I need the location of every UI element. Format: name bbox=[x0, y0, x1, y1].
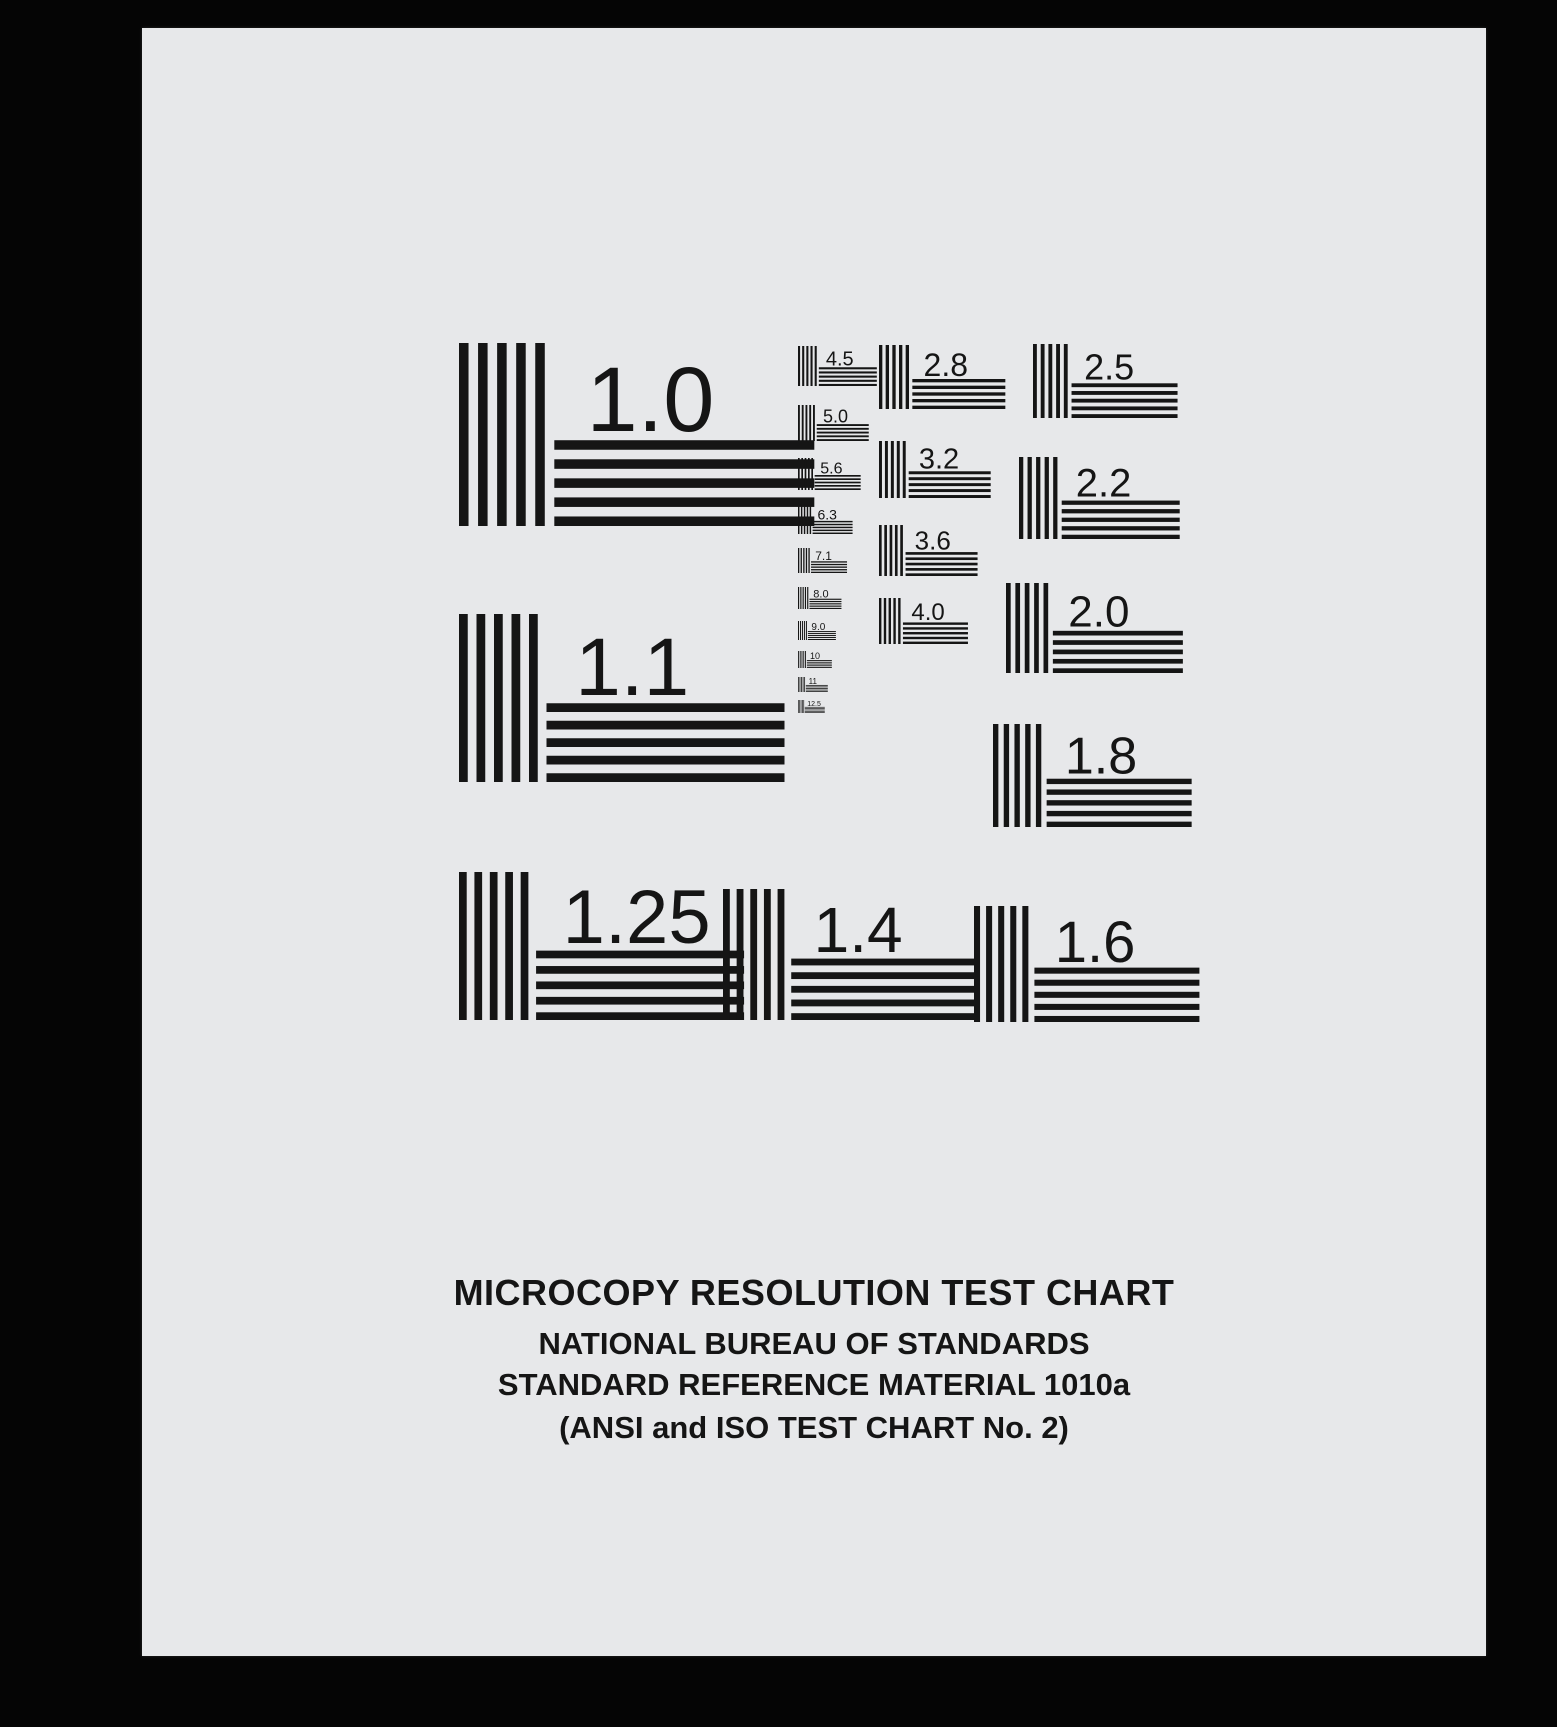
vertical-bar bbox=[1022, 906, 1028, 1022]
horizontal-bar bbox=[817, 435, 869, 437]
horizontal-bar bbox=[811, 564, 847, 565]
horizontal-bar bbox=[807, 665, 832, 666]
horizontal-bar bbox=[791, 972, 977, 979]
horizontal-bar bbox=[807, 664, 832, 665]
vertical-bar bbox=[804, 677, 805, 692]
horizontal-bar bbox=[809, 606, 841, 607]
horizontal-bar bbox=[1072, 391, 1178, 395]
target-label: 8.0 bbox=[813, 588, 829, 601]
chart-subtitle-bureau: NATIONAL BUREAU OF STANDARDS bbox=[538, 1326, 1090, 1361]
horizontal-bar bbox=[815, 488, 861, 490]
vertical-bar bbox=[806, 405, 808, 441]
vertical-bar bbox=[750, 889, 757, 1020]
vertical-bar bbox=[811, 458, 813, 490]
vertical-bar bbox=[1053, 457, 1057, 539]
vertical-bar bbox=[802, 346, 804, 386]
horizontal-bar bbox=[554, 478, 814, 488]
horizontal-bar bbox=[909, 495, 991, 498]
vertical-bar bbox=[804, 506, 805, 534]
vertical-bar bbox=[802, 700, 803, 713]
vertical-bar bbox=[813, 405, 815, 441]
vertical-bar bbox=[477, 614, 486, 782]
horizontal-bar bbox=[819, 384, 877, 386]
vertical-bar bbox=[723, 889, 730, 1020]
vertical-bar bbox=[906, 345, 909, 409]
vertical-bar bbox=[800, 621, 801, 640]
horizontal-bar bbox=[809, 601, 841, 602]
horizontal-bar bbox=[813, 530, 853, 531]
vertical-bar bbox=[884, 598, 886, 644]
vertical-bar bbox=[897, 441, 900, 498]
resolution-target bbox=[798, 587, 841, 609]
vertical-bar bbox=[879, 345, 882, 409]
target-label: 1.1 bbox=[575, 622, 690, 714]
vertical-bar bbox=[505, 872, 513, 1020]
horizontal-bar bbox=[805, 712, 825, 713]
vertical-bar bbox=[798, 346, 800, 386]
vertical-bar bbox=[998, 906, 1004, 1022]
resolution-target bbox=[798, 651, 832, 668]
horizontal-bar bbox=[554, 516, 814, 526]
vertical-bar bbox=[798, 506, 799, 534]
target-label: 5.0 bbox=[823, 406, 849, 427]
horizontal-bar bbox=[806, 691, 828, 692]
target-label: 1.4 bbox=[813, 894, 903, 967]
vertical-bar bbox=[1015, 583, 1020, 673]
chart-subtitle-ansi-iso: (ANSI and ISO TEST CHART No. 2) bbox=[559, 1410, 1069, 1445]
target-label: 5.6 bbox=[820, 460, 843, 478]
resolution-target bbox=[879, 525, 978, 576]
horizontal-bar bbox=[1053, 650, 1183, 655]
vertical-bar bbox=[890, 525, 893, 576]
vertical-bar bbox=[885, 441, 888, 498]
vertical-bar bbox=[803, 548, 804, 573]
target-label: 7.1 bbox=[815, 549, 832, 564]
vertical-bar bbox=[799, 700, 800, 713]
resolution-target bbox=[1019, 457, 1180, 539]
vertical-bar bbox=[993, 724, 998, 827]
vertical-bar bbox=[803, 651, 804, 668]
horizontal-bar bbox=[906, 557, 978, 560]
horizontal-bar bbox=[906, 568, 978, 571]
vertical-bar bbox=[809, 405, 811, 441]
horizontal-bar bbox=[912, 406, 1005, 409]
vertical-bar bbox=[1045, 457, 1049, 539]
horizontal-bar bbox=[808, 635, 836, 636]
resolution-target bbox=[993, 724, 1192, 827]
resolution-target bbox=[798, 700, 825, 713]
horizontal-bar bbox=[1034, 1016, 1199, 1022]
vertical-bar bbox=[802, 405, 804, 441]
resolution-target bbox=[798, 621, 836, 640]
vertical-bar bbox=[1034, 583, 1039, 673]
vertical-bar bbox=[798, 621, 799, 640]
horizontal-bar bbox=[1062, 535, 1180, 539]
horizontal-bar bbox=[547, 756, 785, 765]
horizontal-bar bbox=[1062, 518, 1180, 522]
vertical-bar bbox=[1033, 344, 1037, 418]
vertical-bar bbox=[806, 621, 807, 640]
horizontal-bar bbox=[554, 459, 814, 469]
vertical-bar bbox=[1004, 724, 1009, 827]
vertical-bar bbox=[808, 548, 809, 573]
horizontal-bar bbox=[819, 380, 877, 382]
resolution-target bbox=[974, 906, 1199, 1022]
vertical-bar bbox=[800, 587, 801, 609]
vertical-bar bbox=[974, 906, 980, 1022]
vertical-bar bbox=[895, 525, 898, 576]
horizontal-bar bbox=[806, 688, 828, 689]
horizontal-bar bbox=[906, 563, 978, 566]
vertical-bar bbox=[808, 458, 810, 490]
vertical-bar bbox=[801, 458, 803, 490]
horizontal-bar bbox=[791, 986, 977, 993]
horizontal-bar bbox=[791, 1013, 977, 1020]
vertical-bar bbox=[898, 598, 900, 644]
vertical-bar bbox=[1006, 583, 1011, 673]
resolution-target bbox=[798, 346, 877, 386]
vertical-bar bbox=[459, 614, 468, 782]
target-label: 2.8 bbox=[923, 346, 969, 383]
vertical-bar bbox=[512, 614, 521, 782]
horizontal-bar bbox=[811, 572, 847, 573]
vertical-bar bbox=[1048, 344, 1052, 418]
horizontal-bar bbox=[1047, 789, 1192, 794]
horizontal-bar bbox=[817, 428, 869, 430]
chart-title: MICROCOPY RESOLUTION TEST CHART bbox=[453, 1272, 1175, 1313]
vertical-bar bbox=[764, 889, 771, 1020]
vertical-bar bbox=[801, 548, 802, 573]
vertical-bar bbox=[798, 677, 799, 692]
target-label: 6.3 bbox=[817, 506, 837, 523]
horizontal-bar bbox=[554, 497, 814, 507]
vertical-bar bbox=[516, 343, 526, 526]
resolution-target bbox=[798, 405, 869, 441]
horizontal-bar bbox=[909, 483, 991, 486]
vertical-bar bbox=[889, 598, 891, 644]
horizontal-bar bbox=[536, 997, 744, 1005]
horizontal-bar bbox=[806, 690, 828, 691]
horizontal-bar bbox=[807, 667, 832, 668]
horizontal-bar bbox=[547, 773, 785, 782]
vertical-bar bbox=[879, 598, 881, 644]
vertical-bar bbox=[798, 405, 800, 441]
target-label: 9.0 bbox=[811, 622, 826, 634]
vertical-bar bbox=[521, 872, 529, 1020]
vertical-bar bbox=[891, 441, 894, 498]
horizontal-bar bbox=[909, 489, 991, 492]
horizontal-bar bbox=[912, 399, 1005, 402]
vertical-bar bbox=[798, 548, 799, 573]
resolution-target bbox=[459, 614, 785, 782]
vertical-bar bbox=[1036, 457, 1040, 539]
horizontal-bar bbox=[813, 527, 853, 528]
vertical-bar bbox=[886, 345, 889, 409]
horizontal-bar bbox=[819, 371, 877, 373]
vertical-bar bbox=[815, 346, 817, 386]
vertical-bar bbox=[805, 651, 806, 668]
vertical-bar bbox=[803, 677, 804, 692]
horizontal-bar bbox=[903, 627, 968, 629]
vertical-bar bbox=[802, 621, 803, 640]
target-label: 4.5 bbox=[825, 348, 854, 371]
horizontal-bar bbox=[809, 608, 841, 609]
vertical-bar bbox=[879, 441, 882, 498]
vertical-bar bbox=[490, 872, 498, 1020]
horizontal-bar bbox=[1047, 811, 1192, 816]
target-label: 1.0 bbox=[586, 349, 715, 452]
horizontal-bar bbox=[805, 710, 825, 711]
vertical-bar bbox=[800, 677, 801, 692]
horizontal-bar bbox=[808, 633, 836, 634]
resolution-target bbox=[879, 598, 968, 644]
vertical-bar bbox=[1041, 344, 1045, 418]
resolution-target bbox=[1006, 583, 1183, 673]
horizontal-bar bbox=[903, 637, 968, 639]
vertical-bar bbox=[778, 889, 785, 1020]
vertical-bar bbox=[800, 651, 801, 668]
horizontal-bar bbox=[813, 533, 853, 534]
horizontal-bar bbox=[807, 662, 832, 663]
vertical-bar bbox=[801, 700, 802, 713]
target-label: 10 bbox=[810, 651, 821, 662]
horizontal-bar bbox=[811, 569, 847, 570]
horizontal-bar bbox=[547, 721, 785, 730]
horizontal-bar bbox=[1072, 414, 1178, 418]
horizontal-bar bbox=[817, 432, 869, 434]
vertical-bar bbox=[899, 345, 902, 409]
horizontal-bar bbox=[815, 482, 861, 484]
resolution-target bbox=[723, 889, 977, 1020]
vertical-bar bbox=[1019, 457, 1023, 539]
resolution-target bbox=[459, 343, 814, 526]
vertical-bar bbox=[803, 700, 804, 713]
vertical-bar bbox=[804, 621, 805, 640]
vertical-bar bbox=[497, 343, 507, 526]
horizontal-bar bbox=[547, 738, 785, 747]
horizontal-bar bbox=[1053, 668, 1183, 673]
vertical-bar bbox=[478, 343, 488, 526]
chart-subtitle-material: STANDARD REFERENCE MATERIAL 1010a bbox=[497, 1367, 1131, 1402]
horizontal-bar bbox=[1053, 659, 1183, 664]
vertical-bar bbox=[893, 598, 895, 644]
vertical-bar bbox=[1056, 344, 1060, 418]
target-label: 2.2 bbox=[1075, 461, 1132, 506]
vertical-bar bbox=[459, 343, 469, 526]
target-label: 2.5 bbox=[1084, 346, 1135, 388]
vertical-bar bbox=[884, 525, 887, 576]
vertical-bar bbox=[801, 506, 802, 534]
horizontal-bar bbox=[819, 376, 877, 378]
horizontal-bar bbox=[805, 711, 825, 712]
vertical-bar bbox=[1028, 457, 1032, 539]
horizontal-bar bbox=[1034, 992, 1199, 998]
vertical-bar bbox=[1014, 724, 1019, 827]
horizontal-bar bbox=[536, 981, 744, 989]
vertical-bar bbox=[801, 677, 802, 692]
vertical-bar bbox=[805, 458, 807, 490]
vertical-bar bbox=[1010, 906, 1016, 1022]
target-label: 3.2 bbox=[918, 443, 960, 476]
vertical-bar bbox=[802, 651, 803, 668]
horizontal-bar bbox=[906, 573, 978, 576]
horizontal-bar bbox=[1034, 1004, 1199, 1010]
vertical-bar bbox=[811, 346, 813, 386]
horizontal-bar bbox=[811, 566, 847, 567]
target-label: 4.0 bbox=[911, 599, 945, 627]
vertical-bar bbox=[1044, 583, 1049, 673]
horizontal-bar bbox=[806, 687, 828, 688]
vertical-bar bbox=[474, 872, 482, 1020]
resolution-target bbox=[459, 872, 744, 1020]
horizontal-bar bbox=[1047, 822, 1192, 827]
horizontal-bar bbox=[815, 478, 861, 480]
resolution-target bbox=[798, 548, 847, 573]
horizontal-bar bbox=[805, 708, 825, 709]
horizontal-bar bbox=[912, 392, 1005, 395]
target-label: 3.6 bbox=[914, 525, 951, 556]
horizontal-bar bbox=[1047, 800, 1192, 805]
resolution-target bbox=[879, 441, 991, 498]
vertical-bar bbox=[798, 700, 799, 713]
vertical-bar bbox=[806, 548, 807, 573]
vertical-bar bbox=[892, 345, 895, 409]
vertical-bar bbox=[900, 525, 903, 576]
horizontal-bar bbox=[903, 642, 968, 644]
vertical-bar bbox=[986, 906, 992, 1022]
horizontal-bar bbox=[809, 603, 841, 604]
vertical-bar bbox=[1064, 344, 1068, 418]
horizontal-bar bbox=[536, 966, 744, 974]
vertical-bar bbox=[494, 614, 503, 782]
horizontal-bar bbox=[1034, 980, 1199, 986]
vertical-bar bbox=[1025, 724, 1030, 827]
target-label: 1.8 bbox=[1064, 727, 1138, 786]
resolution-target bbox=[798, 677, 828, 692]
horizontal-bar bbox=[1062, 509, 1180, 513]
vertical-bar bbox=[807, 506, 808, 534]
target-label: 1.25 bbox=[562, 875, 711, 961]
vertical-bar bbox=[798, 587, 799, 609]
vertical-bar bbox=[879, 525, 882, 576]
horizontal-bar bbox=[815, 485, 861, 487]
target-label: 11 bbox=[808, 677, 817, 687]
horizontal-bar bbox=[808, 639, 836, 640]
vertical-bar bbox=[806, 346, 808, 386]
vertical-bar bbox=[1036, 724, 1041, 827]
horizontal-bar bbox=[1053, 640, 1183, 645]
vertical-bar bbox=[807, 587, 808, 609]
horizontal-bar bbox=[817, 439, 869, 441]
horizontal-bar bbox=[813, 524, 853, 525]
target-label: 12.5 bbox=[807, 701, 821, 709]
resolution-target bbox=[1033, 344, 1178, 418]
vertical-bar bbox=[459, 872, 467, 1020]
resolution-target bbox=[879, 345, 1005, 409]
target-label: 2.0 bbox=[1068, 587, 1130, 637]
vertical-bar bbox=[535, 343, 545, 526]
horizontal-bar bbox=[1062, 526, 1180, 530]
vertical-bar bbox=[803, 587, 804, 609]
target-label: 1.6 bbox=[1054, 909, 1136, 975]
vertical-bar bbox=[1025, 583, 1030, 673]
vertical-bar bbox=[805, 587, 806, 609]
horizontal-bar bbox=[1072, 399, 1178, 403]
vertical-bar bbox=[810, 506, 811, 534]
horizontal-bar bbox=[808, 637, 836, 638]
horizontal-bar bbox=[909, 477, 991, 480]
horizontal-bar bbox=[536, 1012, 744, 1020]
vertical-bar bbox=[903, 441, 906, 498]
horizontal-bar bbox=[791, 1000, 977, 1007]
vertical-bar bbox=[529, 614, 538, 782]
vertical-bar bbox=[737, 889, 744, 1020]
vertical-bar bbox=[798, 651, 799, 668]
vertical-bar bbox=[798, 458, 800, 490]
horizontal-bar bbox=[1072, 406, 1178, 410]
horizontal-bar bbox=[903, 632, 968, 634]
horizontal-bar bbox=[912, 386, 1005, 389]
